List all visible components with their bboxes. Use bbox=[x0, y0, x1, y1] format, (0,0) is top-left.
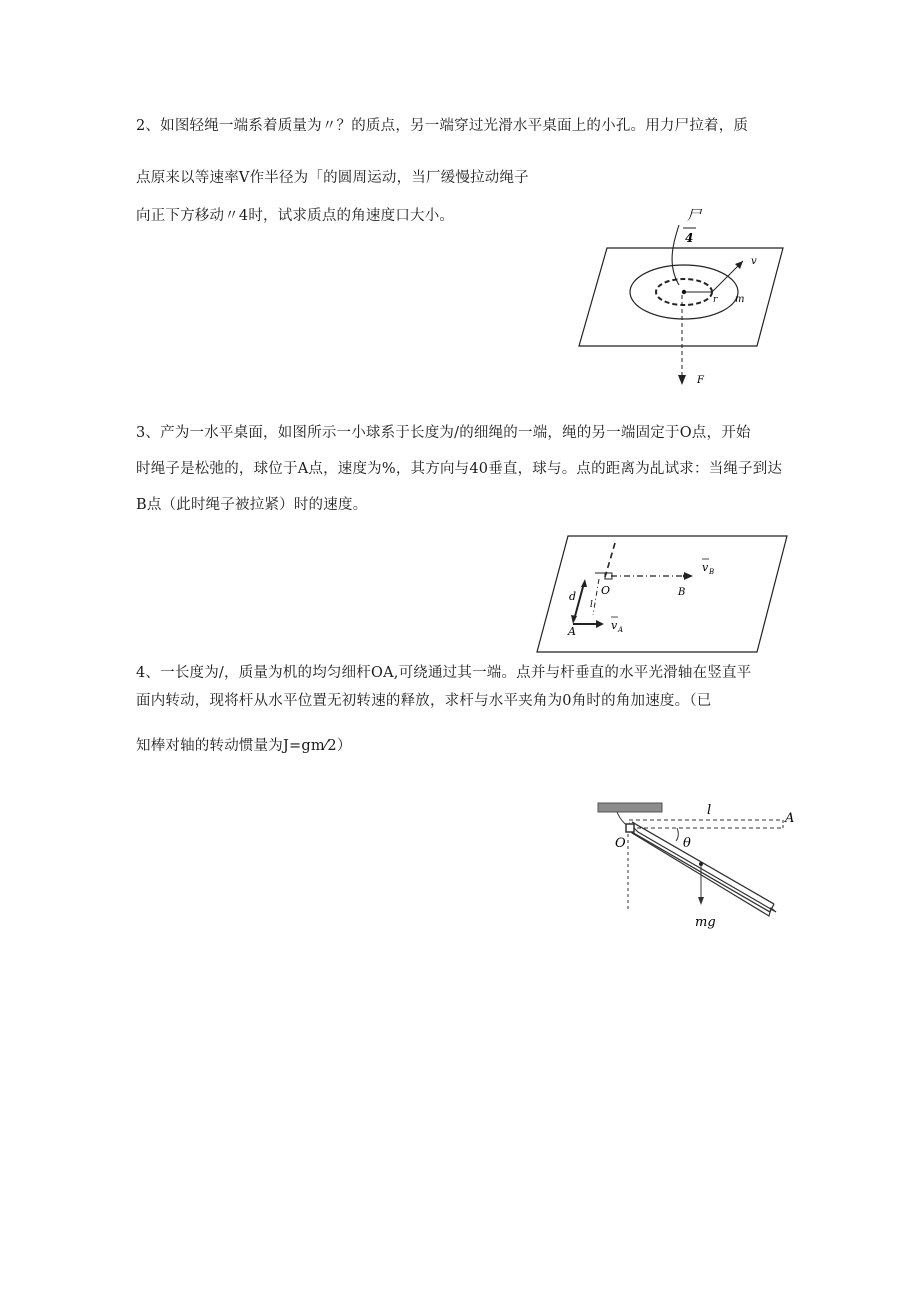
problem-3-line-3: B点（此时绳子被拉紧）时的速度。 bbox=[136, 497, 368, 513]
fig2-r-label: r bbox=[713, 295, 718, 305]
problem-2-line-3: 向正下方移动〃4时，试求质点的角速度口大小。 bbox=[136, 208, 455, 224]
fig4-rod-edge-top bbox=[632, 822, 774, 904]
fig3-vertical-axis bbox=[605, 543, 615, 577]
fig4-A-label: A bbox=[785, 811, 795, 826]
fig3-d-label: d bbox=[569, 590, 577, 603]
figure-rope-hole bbox=[575, 205, 795, 395]
fig3-vA-label: v bbox=[611, 619, 618, 632]
fig2-v-label: v bbox=[751, 256, 757, 267]
figure-rope-table bbox=[535, 535, 790, 660]
fig3-d-arrowhead-top bbox=[581, 579, 587, 587]
fig3-l-label: l bbox=[590, 600, 593, 610]
fig3-vB-sub: B bbox=[709, 568, 715, 576]
fig3-vA-sub: A bbox=[618, 626, 624, 634]
fig4-angle-arc bbox=[676, 828, 678, 841]
problem-4-line-3: 知棒对轴的转动惯量为J=gm⁄2） bbox=[136, 738, 352, 754]
fig4-gravity-arrowhead bbox=[698, 897, 704, 905]
fig4-pivot bbox=[626, 824, 634, 832]
fig4-center-of-mass bbox=[699, 862, 703, 866]
fig4-l-label: l bbox=[707, 803, 712, 818]
problem-4-line-1: 4、一长度为/，质量为机的均匀细杆OA,可绕通过其一端。点并与杆垂直的水平光滑轴在竖直平 bbox=[136, 665, 752, 681]
fig4-ceiling-support bbox=[598, 803, 662, 812]
figure-rotating-rod bbox=[595, 800, 805, 935]
fig3-vA-arrowhead bbox=[596, 620, 604, 628]
fig2-pull-arrowhead bbox=[678, 375, 686, 385]
fig3-point-B bbox=[683, 574, 687, 578]
fig3-B-label: B bbox=[678, 587, 686, 598]
fig2-rope-curve bbox=[672, 225, 679, 285]
fig2-top-sub: 4 bbox=[685, 231, 694, 245]
fig2-F-label: F bbox=[697, 375, 704, 386]
fig3-vB-label: v bbox=[702, 561, 709, 574]
fig3-d-arrowhead-bottom bbox=[571, 615, 577, 624]
fig3-O-label: O bbox=[601, 584, 611, 597]
fig3-A-label: A bbox=[568, 625, 576, 638]
fig4-O-label: O bbox=[615, 836, 626, 851]
problem-2-line-2: 点原来以等速率V作半径为「的圆周运动，当厂缓慢拉动绳子 bbox=[136, 170, 529, 186]
problem-4-line-2: 面内转动，现将杆从水平位置无初转速的释放，求杆与水平夹角为0角时的角加速度。（已 bbox=[136, 693, 712, 709]
problem-2-line-1: 2、如图轻绳一端系着质量为〃？的质点，另一端穿过光滑水平桌面上的小孔。用力尸拉着，质 bbox=[136, 118, 749, 134]
fig2-top-label: 尸 bbox=[687, 208, 701, 224]
fig2-hole-dot bbox=[682, 290, 686, 294]
problem-3-line-1: 3、产为一水平桌面，如图所示一小球系于长度为/的细绳的一端，绳的另一端固定于O点，开始 bbox=[136, 425, 751, 441]
fig4-theta-label: θ bbox=[683, 836, 691, 851]
problem-3-line-2: 时绳子是松弛的，球位于A点，速度为%，其方向与40垂直，球与。点的距离为乩试求：当绳子到达 bbox=[136, 461, 783, 477]
fig3-slack-rope bbox=[593, 579, 599, 615]
fig2-m-label: m bbox=[735, 294, 745, 305]
fig4-mg-label: mg bbox=[695, 915, 716, 930]
